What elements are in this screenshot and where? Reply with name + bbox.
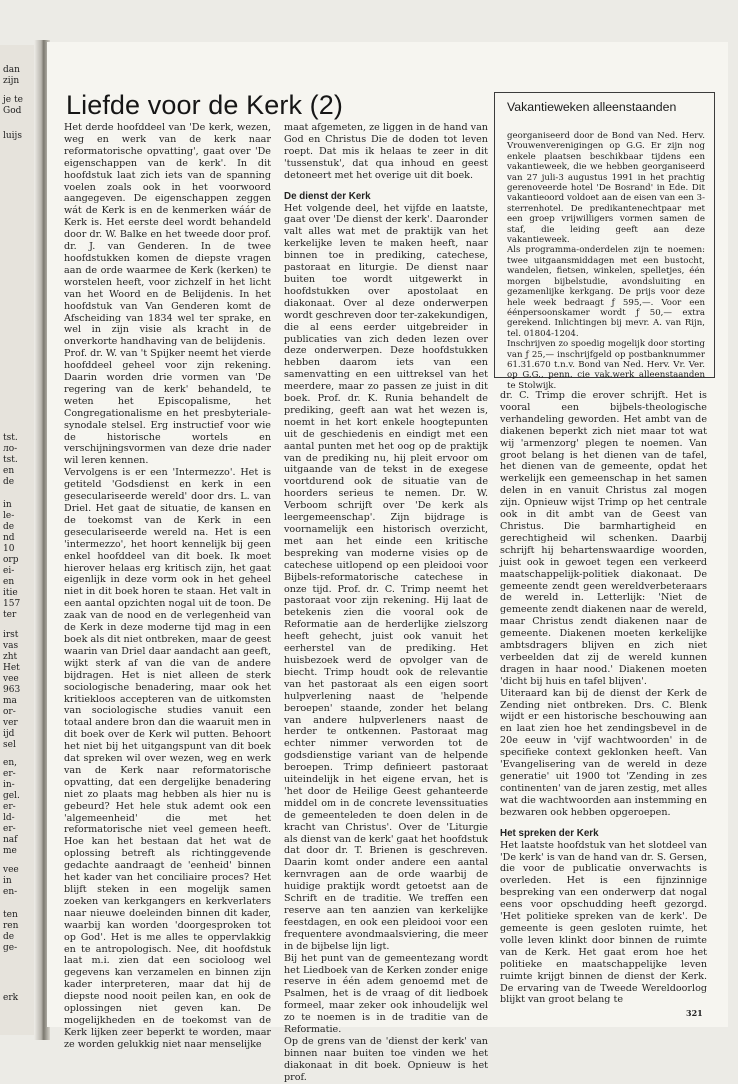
facing-page-fragment: in xyxy=(3,500,12,510)
facing-page-fragment: 157 xyxy=(3,599,21,609)
article-column-1 xyxy=(64,122,271,1050)
paragraph: dr. C. Trimp die erover schrijft. Het is vooral een bijbels-theologische verhandeling geworden. Het ambt van de diakenen beperkt zich niet maar tot wat wij 'armenzorg' plegen te noemen. Van groot belang is het dienen van de tafel, het dienen van de gemeente, opdat het werkelijk een gemeenschap in het samen delen in en vanuit Christus zal mogen zijn. Opnieuw wijst Trimp op het centrale ook in dit ambt van de Geest van Christus. Die barmhartigheid en gerechtigheid wil schenken. Daarbij schrijft hij behartenswaardige woorden, juist ook in gewoet tegen een verkeerd maatschappelijk-politiek diakonaat. De gemeente zendt geen wereldverbeteraars de wereld in. Letterlijk: 'Niet de gemeente zendt diakenen naar de wereld, maar Christus zendt diakenen naar de gemeente. Diakenen moeten kerkelijke ambtsdragers blijven en zich niet verbeelden dat zij de wereld kunnen dragen in haar nood.' Diakenen moeten 'dicht bij huis en tafel blijven'. xyxy=(500,390,707,687)
facing-page-fragment: gel. xyxy=(3,791,20,801)
facing-page-fragment: en, xyxy=(3,758,17,768)
facing-page-fragment: le- xyxy=(3,511,15,521)
facing-page-fragment: en xyxy=(3,466,15,476)
facing-page-fragment: vee xyxy=(3,865,19,875)
sidebar-title: Vakantieweken alleenstaanden xyxy=(507,100,677,114)
facing-page-fragment: ma xyxy=(3,696,17,706)
facing-page-fragment: ren xyxy=(3,921,19,931)
facing-page-fragment: erk xyxy=(3,993,19,1003)
sidebar-body xyxy=(507,131,705,391)
facing-page-fragment: ge- xyxy=(3,943,18,953)
facing-page-fragment: ijd xyxy=(3,729,15,739)
facing-page-fragment: nd xyxy=(3,533,15,543)
sidebar-paragraph: georganiseerd door de Bond van Ned. Herv. Vrouwenverenigingen op G.G. Er zijn nog enkele plaatsen beschikbaar tijdens een vakantieweek, die we hebben georganiseerd van 27 juli-3 augustus 1991 in het prachtig gerenoveerde hotel 'De Bosrand' in Ede. Dit vakantieoord voldoet aan de eisen van een 3-sterrenhotel. De predikantenechtpaar met een groep vrijwilligers vormen samen de staf, die leiding geeft aan deze vakantieweek. xyxy=(507,131,705,246)
facing-page-fragment: en- xyxy=(3,887,18,897)
facing-page-fragment: de xyxy=(3,522,15,532)
sidebar-paragraph: Inschrijven zo spoedig mogelijk door storting van ƒ 25,— inschrijfgeld op postbanknummer 61.31.670 t.n.v. Bond van Ned. Herv. Vr. Ver. op G.G., penn. cie vak.werk alleenstaanden te Stolwijk. xyxy=(507,339,705,391)
article-column-3 xyxy=(500,390,707,1020)
facing-page-fragment: luijs xyxy=(3,131,22,141)
paragraph: Bij het punt van de gemeentezang wordt het Liedboek van de Kerken zonder enige reserve in één adem genoemd met de Psalmen, het is de vraag of dit liedboek formeel, maar zeker ook inhoudelijk wel zo te noemen is in de traditie van de Reformatie. xyxy=(284,952,488,1036)
sidebar-box xyxy=(494,92,715,391)
paragraph: maat afgemeten, ze liggen in de hand van God en Christus Die de doden tot leven roept. Dat mis ik helaas te zeer in dit 'tussenstuk', dat qua inhoud en geest detoneert met het overige uit dit boek. xyxy=(284,122,488,181)
facing-page-fragment: irst xyxy=(3,630,19,640)
facing-page-fragment: naf xyxy=(3,835,18,845)
facing-page-fragment: en xyxy=(3,577,15,587)
facing-page-fragment: sel xyxy=(3,740,16,750)
facing-page-fragment: me xyxy=(3,846,17,856)
facing-page-fragment: or- xyxy=(3,707,16,717)
facing-page-fragment: 10 xyxy=(3,544,15,554)
section-heading-dienst: De dienst der Kerk xyxy=(284,190,371,202)
page-number: 321 xyxy=(686,1008,703,1018)
facing-page-fragment: God xyxy=(3,106,22,116)
facing-page-fragment: zht xyxy=(3,652,18,662)
facing-page-fragment: dan xyxy=(3,65,20,75)
facing-page-fragment: vee xyxy=(3,674,19,684)
facing-page-fragment: ld- xyxy=(3,813,15,823)
facing-page-fragment: er- xyxy=(3,824,16,834)
facing-page-fragment: orp xyxy=(3,555,19,565)
facing-page-fragment: ver xyxy=(3,718,18,728)
facing-page-fragment: vas xyxy=(3,641,19,651)
paragraph: Het derde hoofddeel van 'De kerk, wezen, weg en werk van de kerk naar reformatorische opvatting', gaat over 'De eigenschappen van de kerk'. In dit hoofdstuk laat zich iets van de spanning voelen zoals ook in het voorwoord aangegeven. De eigenschappen zeggen wát de Kerk is en de kenmerken wáár de Kerk is. Het eerste deel wordt behandeld door dr. W. Balke en het tweede door prof. dr. J. van Genderen. In de twee hoofdstukken komen de diepste vragen aan de orde waarmee de Kerk (kerken) te worstelen heeft, voor zichzelf in het licht van het Woord en de Belijdenis. In het hoofdstuk van Van Genderen komt de Afscheiding van 1834 wel ter sprake, en wel in zijn visie als kracht in de onverkorte handhaving van de belijdenis. xyxy=(64,122,271,348)
facing-page-fragment: ter xyxy=(3,610,17,620)
facing-page-fragment: tst. xyxy=(3,433,18,443)
facing-page-fragment: Het xyxy=(3,663,20,673)
paragraph: Vervolgens is er een 'Intermezzo'. Het is getiteld 'Godsdienst en kerk in een geseculariseerde wereld' door drs. L. van Driel. Het gaat de situatie, de kansen en de toekomst van de Kerk in een geseculariseerde wereld na. Het is een 'intermezzo', het hoort kennelijk bij geen enkel hoofddeel van dit boek. Ik moet hierover helaas erg kritisch zijn, het gaat eigenlijk in deze vorm ook in het geheel niet in dit boek horen te staan. Het valt in een aantal opzichten nogal uit de toon. De zaak van de nood en de verlegenheid van de Kerk in deze moderne tijd mag in een boek als dit niet ontbreken, maar de geest waarin van Driel daar aandacht aan geeft, wijkt sterk af van die van de andere bijdragen. Het is niet alleen de sterk sociologische benadering, maar ook het kritiekloos accepteren van de uitkomsten van sociologische studies vanuit een totaal andere bron dan die waaruit men in dit boek over de Kerk wil putten. Behoort het niet bij het uitgangspunt van dit boek dat spreken wil over wezen, weg en werk van de Kerk naar reformatorische opvatting, dat een dergelijke benadering niet zo plaats mag hebben als hier nu is gebeurd? Het hele stuk ademt ook een 'algemeenheid' die met het reformatorische niet veel gemeen heeft. Hoe kan het bestaan dat het wat de oplossing betreft als richtinggevende gedachte aandraagt de 'eenheid' binnen het kader van het conciliaire proces? Het blijft steken in een mogelijk samen zoeken van kerkgangers en kerkverlaters naar nieuwe doeleinden binnen dit kader, waarbij kan worden 'doorgesproken tot op God'. Het is me alles te oppervlakkig en te antropologisch. Nee, dit hoofdstuk laat m.i. zien dat een socioloog wel gegevens kan verzamelen en binnen zijn kader interpreteren, maar dat hij de diepste nood nooit peilen kan, en ook de oplossingen niet geven kan. De mogelijkheden en de toekomst van de Kerk lijken zeer beperkt te worden, maar ze worden gelukkig niet naar menselijke xyxy=(64,467,271,1050)
facing-page-fragment: zijn xyxy=(3,76,20,86)
section-heading-spreken: Het spreken der Kerk xyxy=(500,827,599,839)
facing-page-fragment: ло- xyxy=(3,444,18,454)
sidebar-paragraph: Als programma-onderdelen zijn te noemen: twee uitgaansmiddagen met een bustocht, wandelen, fietsen, winkelen, spelletjes, één morgen bijbelstudie, avondsluiting en gezamenlijke kerkgang. De prijs voor deze hele week bedraagt ƒ 595,—. Voor een éénpersoonskamer wordt ƒ 50,— extra gerekend. Inlichtingen bij mevr. A. van Rijn, tel. 01804-1204. xyxy=(507,245,705,339)
article-title: Liefde voor de Kerk (2) xyxy=(66,90,343,120)
facing-page-fragment: er- xyxy=(3,802,16,812)
facing-page-fragment: je te xyxy=(3,95,23,105)
article-column-2 xyxy=(284,122,488,1083)
paragraph: Op de grens van de 'dienst der kerk' van binnen naar buiten toe vinden we het diakonaat in dit boek. Opnieuw is het prof. xyxy=(284,1035,488,1083)
facing-page-fragment: itie xyxy=(3,588,18,598)
facing-page-fragment: in xyxy=(3,876,12,886)
facing-page-fragment: de xyxy=(3,932,15,942)
facing-page-fragment: ten xyxy=(3,910,18,920)
paragraph: Het laatste hoofdstuk van het slotdeel van 'De kerk' is van de hand van dr. S. Gersen, die voor de publicatie onverwachts is overleden. Het is een fijnzinnige bespreking van een onderwerp dat nogal eens voor opschudding heeft gezorgd. 'Het politieke spreken van de kerk'. De gemeente is geen gesloten ruimte, het volle leven klinkt door binnen de ruimte van de Kerk. Het gaat erom hoe het politieke en maatschappelijke leven ruimte krijgt binnen de dienst der Kerk. De ervaring van de Tweede Wereldoorlog blijkt van groot belang te xyxy=(500,839,707,1006)
facing-page-fragment: tst. xyxy=(3,455,18,465)
facing-page-fragment: ei- xyxy=(3,566,15,576)
facing-page-fragment: de xyxy=(3,477,15,487)
paragraph: Prof. dr. W. van 't Spijker neemt het vierde hoofddeel geheel voor zijn rekening. Daarin worden drie vormen van 'De regering van de kerk' behandeld, te weten het Episcopalisme, het Congregationalisme en het presbyteriale-synodale stelsel. Erg instructief voor wie de historische wortels en verschijningsvormen van deze drie nader wil leren kennen. xyxy=(64,348,271,467)
facing-page-fragment: 963 xyxy=(3,685,21,695)
paragraph: Uiteraard kan bij de dienst der Kerk de Zending niet ontbreken. Drs. C. Blenk wijdt er een historische beschouwing aan en laat zien hoe het zendingsbevel in de 20e eeuw in 'vijf wachtwoorden' in de specifieke context geklonken heeft. Van 'Evangelisering van de wereld in deze generatie' uit 1900 tot 'Zending in zes continenten' van de jaren zestig, met alles wat die wachtwoorden aan instemming en bezwaren ook hebben opgeroepen. xyxy=(500,687,707,818)
paragraph: Het volgende deel, het vijfde en laatste, gaat over 'De dienst der kerk'. Daaronder valt alles wat met de praktijk van het kerkelijke leven te maken heeft, naar binnen toe in prediking, catechese, pastoraat en liturgie. De dienst naar buiten toe wordt uitgewerkt in hoofdstukken over apostolaat en diakonaat. Over al deze onderwerpen wordt geschreven door ter-zakekundigen, die al eens eerder uitgebreider in publicaties van zich deden lezen over deze onderwerpen. Deze hoofdstukken hebben daarom iets van een samenvatting en een uittreksel van het meerdere, maar zo passen ze juist in dit boek. Prof. dr. K. Runia behandelt de prediking, geeft aan wat het wezen is, noemt in het kort enkele hoogtepunten uit de geschiedenis en eindigt met een aantal punten met het oog op de praktijk van de prediking nu, hij pleit ervoor om uitgaande van de tekst in de exegese voortdurend ook de situatie van de hoorders serieus te nemen. Dr. W. Verboom schrijft over 'De kerk als leergemeenschap'. Zijn bijdrage is voornamelijk een historisch overzicht, met aan het einde een kritische bespreking van moderne visies op de catechese uitlopend op een pleidooi voor Bijbels-reformatorische catechese in onze tijd. Prof. dr. C. Trimp neemt het pastoraat voor zijn rekening. Hij laat de betekenis zien die vooral ook de Reformatie aan de herderlijke zielszorg heeft gehecht, juist ook vanuit het eerherstel van de prediking. Het huisbezoek werd de opvolger van de biecht. Trimp houdt ook de relevantie van het pastoraat als een eigen soort hulpverlening naast de 'helpende beroepen' staande, zonder het belang van andere hulpverleners naast de herder te ontkennen. Pastoraat mag echter nimmer verworden tot de godsdienstige variant van de helpende beroepen. Trimp definieert pastoraat uiteindelijk in het eigene ervan, het is 'het door de Heilige Geest gehanteerde middel om in de concrete levenssituaties de gemeenteleden te doen delen in de kracht van Christus'. Over de 'Liturgie als dienst van de kerk' gaat het hoofdstuk dat door dr. T. Brienen is geschreven. Daarin komt onder andere een aantal kernvragen aan de orde waarbij de huidige praktijk wordt getoetst aan de Schrift en de traditie. We treffen een reserve aan ten aanzien van kerkelijke feestdagen, en ook een pleidooi voor een frequentere avondmaalsviering, die meer in de bijbelse lijn ligt. xyxy=(284,202,488,952)
facing-page-fragment: er- xyxy=(3,769,16,779)
facing-page-fragment: in- xyxy=(3,780,15,790)
